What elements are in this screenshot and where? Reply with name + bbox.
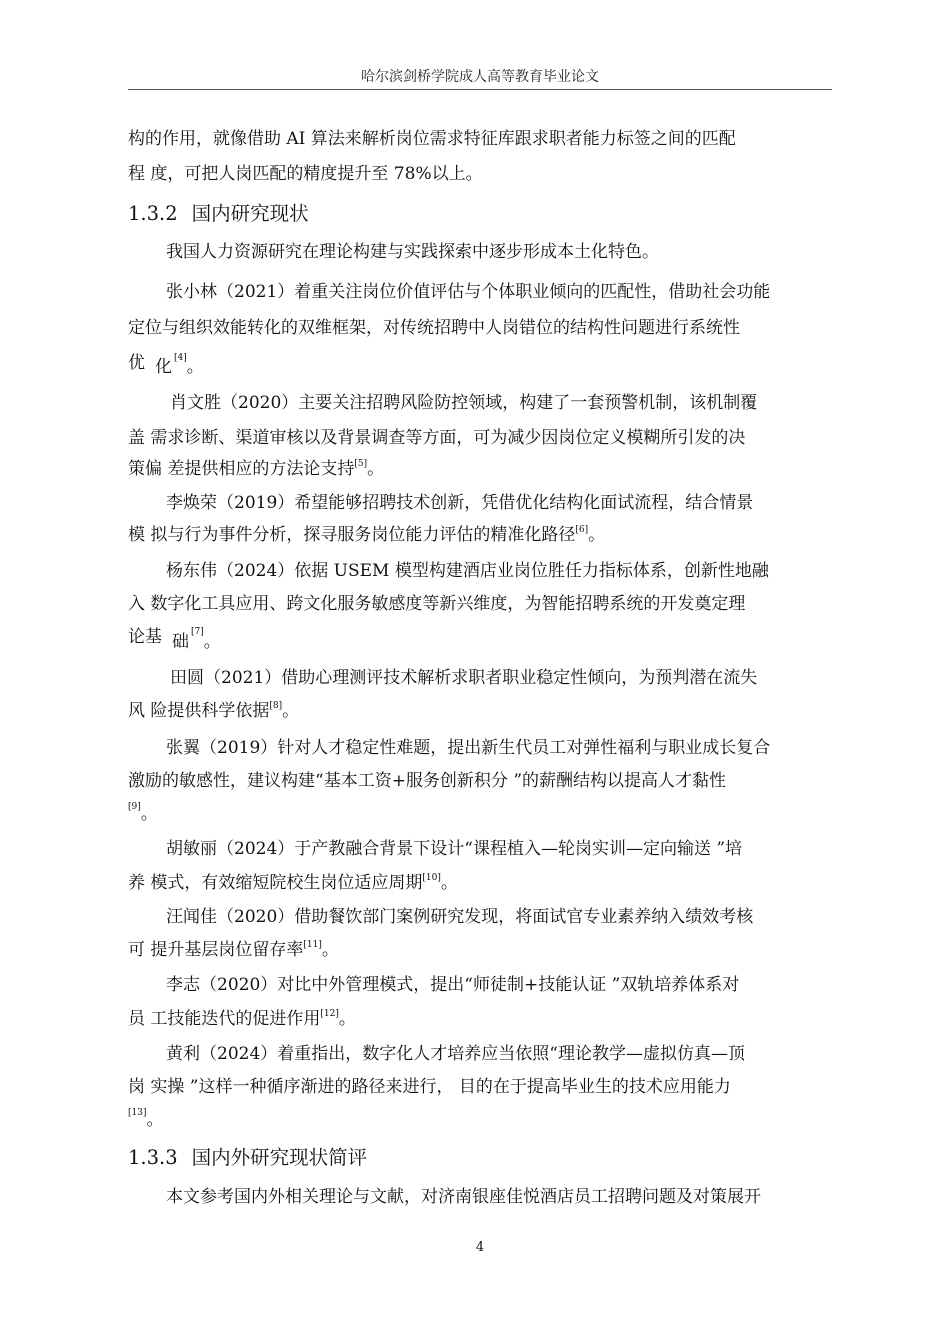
- paragraph-line: [128, 626, 221, 652]
- paragraph-line: [128, 803, 158, 828]
- citation-ref: [9]: [128, 802, 141, 812]
- citation-ref: [10]: [422, 873, 441, 883]
- text-run: 。: [203, 632, 221, 652]
- citation-ref: [5]: [354, 459, 368, 469]
- header-rule: [128, 89, 832, 90]
- text-run: 。: [588, 525, 606, 545]
- section-number: 1.3.2: [128, 202, 178, 225]
- paragraph-line: 肖文胜（2020）主要关注招聘风险防控领域，构建了一套预警机制，该机制覆: [170, 393, 758, 413]
- text-run: 。: [186, 357, 204, 377]
- citation-ref: [8]: [269, 701, 283, 711]
- paragraph-line: 程 度，可把人岗匹配的精度提升至 78%以上。: [128, 164, 483, 184]
- paragraph-line: [128, 458, 384, 480]
- text-run: 化: [155, 357, 172, 377]
- text-run: 论基: [128, 627, 162, 647]
- paragraph-line: [128, 524, 605, 546]
- paragraph-line: 田圆（2021）借助心理测评技术解析求职者职业稳定性倾向，为预判潜在流失: [170, 668, 758, 688]
- text-run: 。: [338, 1009, 356, 1029]
- paragraph-line: [128, 1008, 356, 1030]
- text-run: 础: [172, 632, 189, 652]
- citation-ref: [6]: [575, 525, 589, 535]
- text-run: 优: [128, 353, 145, 373]
- paragraph-line: 本文参考国内外相关理论与文献，对济南银座佳悦酒店员工招聘问题及对策展开: [166, 1187, 761, 1207]
- paragraph-line: 胡敏丽（2024）于产教融合背景下设计“课程植入—轮岗实训—定向输送 ”培: [166, 839, 743, 859]
- paragraph-line: 黄利（2024）着重指出，数字化人才培养应当依照“理论教学—虚拟仿真—顶: [166, 1044, 745, 1064]
- paragraph-line: 激励的敏感性，建议构建“基本工资+服务创新积分 ”的薪酬结构以提高人才黏性: [128, 771, 727, 791]
- text-run: 。: [146, 1110, 164, 1130]
- text-run: 可 提升基层岗位留存率: [128, 940, 304, 960]
- paragraph-line: 杨东伟（2024）依据 USEM 模型构建酒店业岗位胜任力指标体系，创新性地融: [166, 561, 769, 581]
- paragraph-line: [128, 700, 299, 722]
- paragraph-line: 张翼（2019）针对人才稳定性难题，提出新生代员工对弹性福利与职业成长复合: [166, 738, 771, 758]
- paragraph-line: 盖 需求诊断、渠道审核以及背景调查等方面，可为减少因岗位定义模糊所引发的决: [128, 428, 746, 448]
- paragraph-line: 张小林（2021）着重关注岗位价值评估与个体职业倾向的匹配性，借助社会功能: [166, 282, 771, 302]
- paragraph-line: [128, 939, 339, 961]
- section-title: 国内研究现状: [191, 202, 309, 225]
- citation-ref: [7]: [191, 627, 204, 637]
- page-number: 4: [475, 1240, 485, 1255]
- citation-ref: [4]: [174, 353, 187, 363]
- citation-ref: [13]: [128, 1108, 147, 1118]
- paragraph-line: 李志（2020）对比中外管理模式，提出“师徒制+技能认证 ”双轨培养体系对: [166, 975, 740, 995]
- citation-ref: [11]: [303, 940, 322, 950]
- text-run: 策偏 差提供相应的方法论支持: [128, 459, 355, 479]
- paragraph-line: [128, 352, 204, 377]
- text-run: 。: [367, 459, 385, 479]
- text-run: 。: [321, 940, 339, 960]
- section-title: 国内外研究现状简评: [191, 1146, 368, 1169]
- text-run: 员 工技能迭代的促进作用: [128, 1009, 321, 1029]
- citation-ref: [12]: [320, 1009, 339, 1019]
- paragraph-line: 我国人力资源研究在理论构建与实践探索中逐步形成本土化特色。: [166, 242, 659, 262]
- text-run: 。: [282, 701, 300, 721]
- text-run: 模 拟与行为事件分析，探寻服务岗位能力评估的精准化路径: [128, 525, 576, 545]
- paragraph-line: 岗 实操 ”这样一种循序渐进的路径来进行， 目的在于提高毕业生的技术应用能力: [128, 1077, 731, 1097]
- text-run: 。: [140, 804, 158, 824]
- section-heading-1-3-2: [128, 201, 309, 227]
- section-heading-1-3-3: [128, 1145, 367, 1171]
- paragraph-line: 汪闻佳（2020）借助餐饮部门案例研究发现，将面试官专业素养纳入绩效考核: [166, 907, 754, 927]
- paragraph-line: [128, 1109, 163, 1134]
- section-number: 1.3.3: [128, 1146, 178, 1169]
- paragraph-line: 李焕荣（2019）希望能够招聘技术创新，凭借优化结构化面试流程，结合情景: [166, 493, 754, 513]
- paragraph-line: 构的作用，就像借助 AI 算法来解析岗位需求特征库跟求职者能力标签之间的匹配: [128, 129, 736, 149]
- text-run: 养 模式，有效缩短院校生岗位适应周期: [128, 873, 423, 893]
- running-header: 哈尔滨剑桥学院成人高等教育毕业论文: [361, 69, 599, 85]
- text-run: 。: [440, 873, 458, 893]
- paragraph-line: 定位与组织效能转化的双维框架，对传统招聘中人岗错位的结构性问题进行系统性: [128, 318, 740, 338]
- text-run: 风 险提供科学依据: [128, 701, 270, 721]
- paragraph-line: [128, 872, 458, 894]
- paragraph-line: 入 数字化工具应用、跨文化服务敏感度等新兴维度，为智能招聘系统的开发奠定理: [128, 594, 746, 614]
